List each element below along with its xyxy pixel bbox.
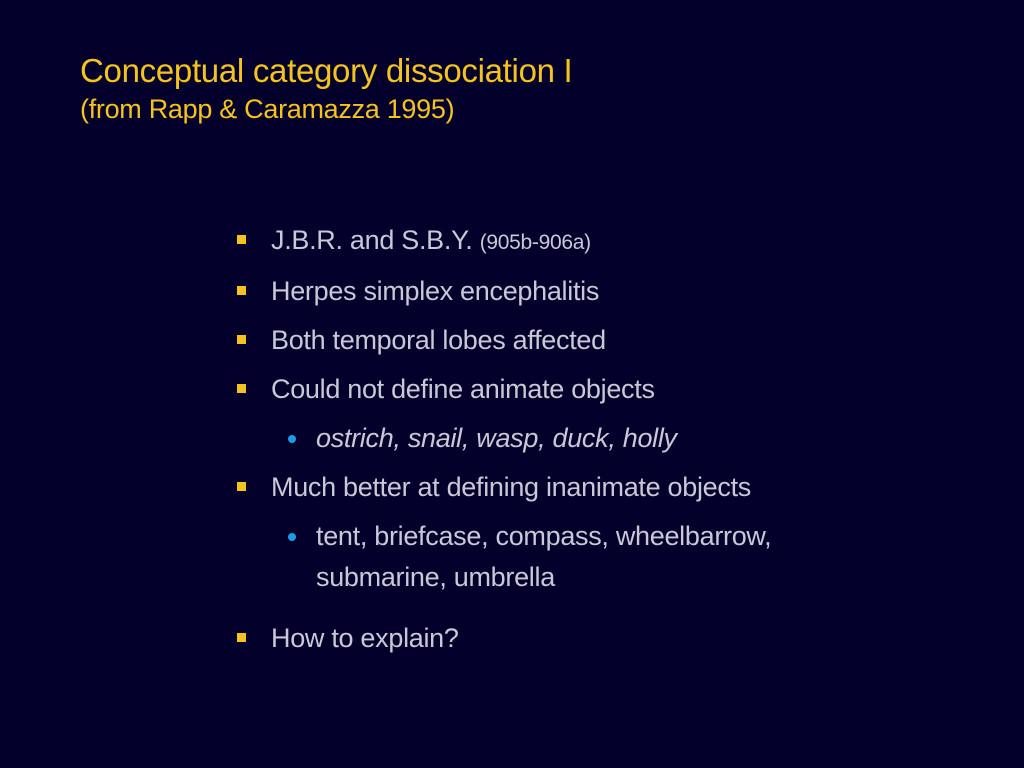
bullet-item — [232, 220, 992, 263]
title-block — [80, 50, 572, 126]
bullet-item — [232, 467, 992, 508]
sub-bullet-text-line-2: submarine, umbrella — [316, 562, 555, 592]
bullet-list — [232, 220, 992, 667]
square-bullet-icon — [237, 235, 246, 244]
round-bullet-icon — [288, 435, 296, 443]
sub-bullet-item — [232, 516, 992, 598]
slide-title: Conceptual category dissociation I — [80, 52, 573, 89]
bullet-text: Both temporal lobes affected — [271, 325, 606, 355]
square-bullet-icon — [237, 335, 246, 344]
square-bullet-icon — [237, 286, 246, 295]
sub-bullet-text: ostrich, snail, wasp, duck, holly — [316, 423, 677, 453]
bullet-reference: (905b-906a) — [479, 231, 591, 254]
bullet-text: Much better at defining inanimate objects — [271, 472, 751, 502]
square-bullet-icon — [237, 633, 246, 642]
bullet-text: Could not define animate objects — [271, 374, 655, 404]
slide-subtitle: (from Rapp & Caramazza 1995) — [80, 94, 455, 124]
bullet-text: How to explain? — [271, 623, 459, 653]
sub-bullet-item — [232, 418, 992, 459]
bullet-item — [232, 271, 992, 312]
bullet-item — [232, 369, 992, 410]
sub-bullet-text-line-1: tent, briefcase, compass, wheelbarrow, — [316, 521, 772, 551]
bullet-item — [232, 320, 992, 361]
square-bullet-icon — [237, 482, 246, 491]
round-bullet-icon — [288, 533, 296, 541]
bullet-text: Herpes simplex encephalitis — [271, 276, 600, 306]
square-bullet-icon — [237, 384, 246, 393]
bullet-text: J.B.R. and S.B.Y. — [271, 225, 473, 255]
bullet-item — [232, 618, 992, 659]
